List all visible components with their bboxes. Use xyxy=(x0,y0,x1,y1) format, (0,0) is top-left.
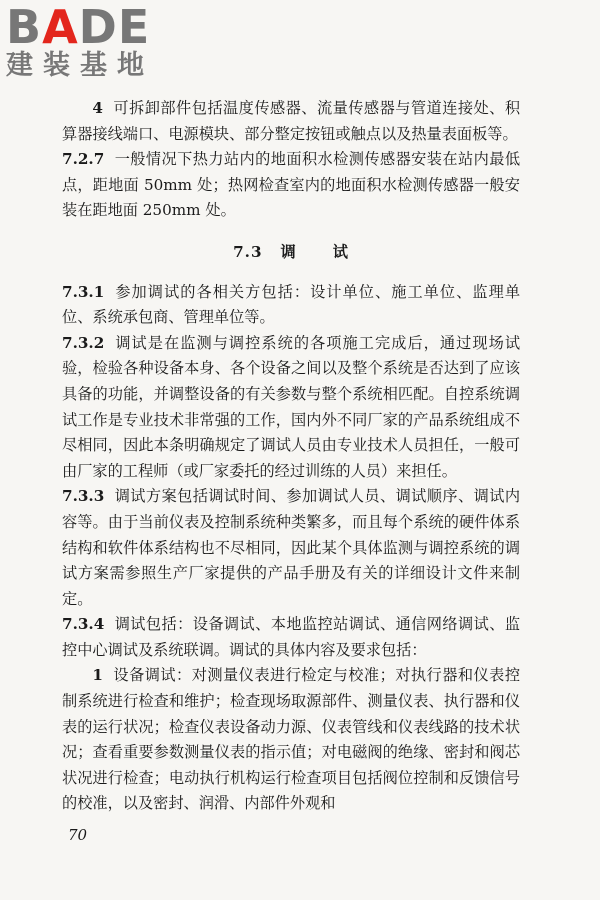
clause-7-2-7: 7.2.7 一般情况下热力站内的地面积水检测传感器安装在站内最低点，距地面 50mm 处；热网检查室内的地面积水检测传感器一般安装在距地面 250mm 处。 xyxy=(62,150,520,220)
clause-7-3-2: 7.3.2 调试是在监测与调控系统的各项施工完成后，通过现场试验，检验各种设备本身、各个设备之间以及整个系统是否达到了应该具备的功能，并调整设备的有关参数与整个系统相匹配。自控系统调试工作是专业技术非常强的工作，国内外不同厂家的产品系统组成不尽相同，因此本条明确规定了调试人员由专业技术人员担任，一般可由厂家的工程师（或厂家委托的经过训练的人员）来担任。 xyxy=(62,333,520,480)
logo-chinese: 建装基地 xyxy=(6,50,154,81)
page-number: 70 xyxy=(68,826,88,844)
paragraph-item-1: 1 设备调试：对测量仪表进行检定与校准；对执行器和仪表控制系统进行检查和维护；检查现场取源部件、测量仪表、执行器和仪表的运行状况；检查仪表设备动力源、仪表管线和仪表线路的技术状况；查看重要参数测量仪表的指示值；对电磁阀的绝缘、密封和阀芯状况进行检查；电动执行机构运行检查项目包括阀位控制和反馈信号的校准，以及密封、润滑、内部件外观和 xyxy=(62,666,520,813)
document-body xyxy=(62,96,520,817)
clause-7-3-1: 7.3.1 参加调试的各相关方包括：设计单位、施工单位、监理单位、系统承包商、管理单位等。 xyxy=(62,282,520,327)
clause-7-3-3: 7.3.3 调试方案包括调试时间、参加调试人员、调试顺序、调试内容等。由于当前仪表及控制系统种类繁多，而且每个系统的硬件体系结构和软件体系结构也不尽相同，因此某个具体监测与调控系统的调试方案需参照生产厂家提供的产品手册及有关的详细设计文件来制定。 xyxy=(62,487,520,608)
logo xyxy=(6,0,176,81)
paragraph-item-4: 4 可拆卸部件包括温度传感器、流量传感器与管道连接处、积算器接线端口、电源模块、部分整定按钮或触点以及热量表面板等。 xyxy=(62,99,520,143)
section-heading: 7.3 调 试 xyxy=(233,242,349,261)
clause-7-3-4: 7.3.4 调试包括：设备调试、本地监控站调试、通信网络调试、监控中心调试及系统联调。调试的具体内容及要求包括： xyxy=(62,615,520,659)
logo-wordmark: BADE xyxy=(6,0,151,54)
